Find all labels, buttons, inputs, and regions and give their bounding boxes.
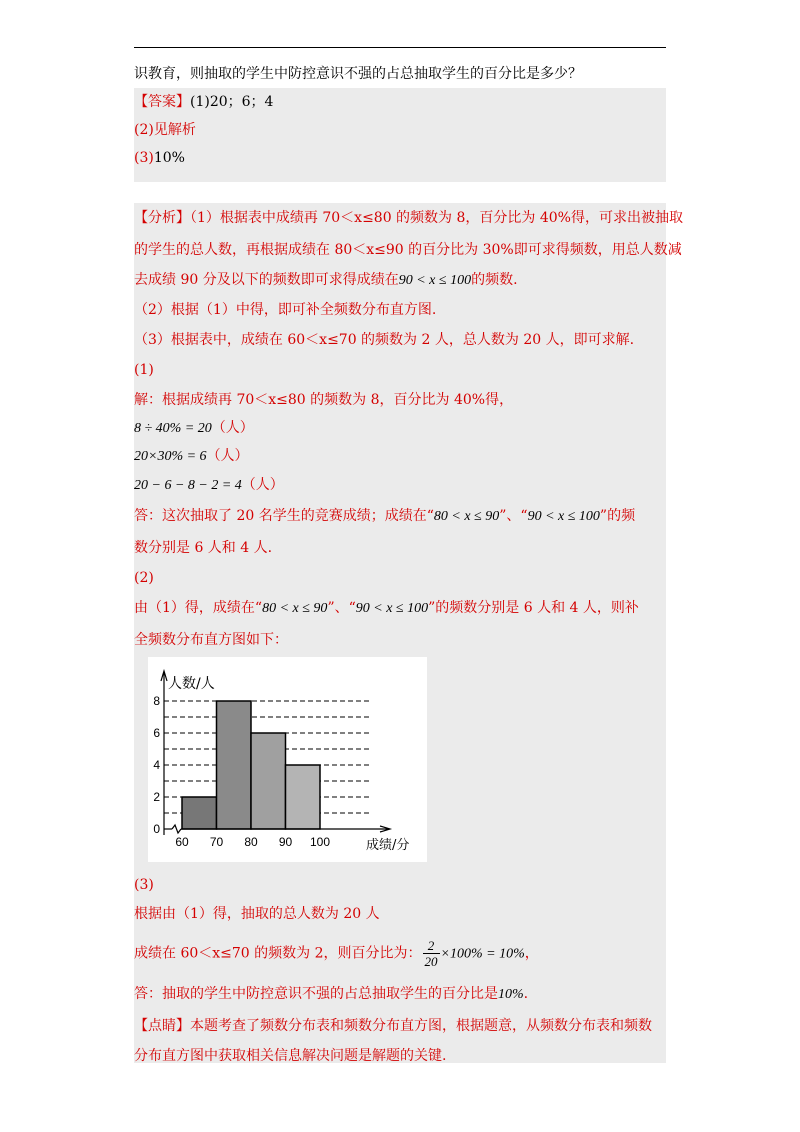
part3-answer: 答：抽取的学生中防控意识不强的占总抽取学生的百分比是10%. (134, 986, 529, 1002)
answer-line-3: (3)10% (134, 150, 185, 166)
y-tick-label: 8 (153, 694, 160, 708)
histogram-chart (148, 657, 427, 862)
y-tick-label: 6 (153, 726, 160, 740)
part2-line-1: 由（1）得，成绩在“80 < x ≤ 90”、“90 < x ≤ 100”的频数分别是 6 人和 4 人，则补 (134, 600, 639, 616)
comment-line-2: 分布直方图中获取相关信息解决问题是解题的关键. (134, 1048, 447, 1064)
comment-line-1: 【点睛】本题考查了频数分布表和频数分布直方图，根据题意，从频数分布表和频数 (134, 1018, 652, 1034)
histogram-bar (217, 701, 252, 829)
question-tail: 识教育，则抽取的学生中防控意识不强的占总抽取学生的百分比是多少？ (134, 66, 582, 82)
analysis-line-2: 的学生的总人数，再根据成绩在 80＜x≤90 的百分比为 30%即可求得频数，用总人数减 (134, 242, 682, 258)
analysis-line-3: 去成绩 90 分及以下的频数即可求得成绩在90 < x ≤ 100的频数. (134, 272, 518, 288)
part1-heading: (1) (134, 362, 154, 378)
x-tick-label: 70 (209, 835, 224, 849)
part2-line-2: 全频数分布直方图如下： (134, 632, 288, 648)
equation-2: 20×30% = 6（人） (134, 448, 249, 464)
equation-3: 20 − 6 − 8 − 2 = 4（人） (134, 477, 284, 493)
analysis-line-5: （3）根据表中，成绩在 60＜x≤70 的频数为 2 人，总人数为 20 人，即可求解. (134, 332, 635, 348)
part3-heading: (3) (134, 877, 154, 893)
x-tick-label: 80 (244, 835, 258, 849)
analysis-line-4: （2）根据（1）中得，即可补全频数分布直方图. (134, 302, 437, 318)
header-rule (134, 47, 666, 48)
histogram-bar (251, 733, 286, 829)
x-tick-label: 100 (309, 835, 331, 849)
part2-heading: (2) (134, 570, 154, 586)
part1-answer-line-1: 答：这次抽取了 20 名学生的竞赛成绩；成绩在“80 < x ≤ 90”、“90 < x ≤ 100”的频 (134, 508, 636, 524)
histogram-bar (182, 797, 217, 829)
x-axis-label: 成绩/分 (366, 838, 410, 853)
answer-line-2: (2)见解析 (134, 122, 196, 138)
part1-answer-line-2: 数分别是 6 人和 4 人. (134, 540, 273, 556)
part3-line-2: 成绩在 60＜x≤70 的频数为 2，则百分比为： $\frac{2}{20}$ ×100% = 10%， (134, 938, 539, 969)
equation-1: 8 ÷ 40% = 20（人） (134, 420, 254, 436)
histogram-bar (286, 765, 321, 829)
x-tick-label: 60 (175, 835, 189, 849)
analysis-line-1: 【分析】（1）根据表中成绩再 70＜x≤80 的频数为 8，百分比为 40%得，可求出被抽取 (134, 210, 683, 226)
answer-line-1: 【答案】(1)20；6；4 (134, 94, 274, 110)
y-axis-label: 人数/人 (168, 676, 215, 692)
histogram-svg (148, 657, 427, 862)
x-tick-label: 90 (278, 835, 293, 849)
answer-label: 【答案】 (134, 94, 190, 110)
part3-line-1: 根据由（1）得，抽取的总人数为 20 人 (134, 906, 380, 922)
y-tick-label: 2 (153, 790, 160, 804)
x-axis-break (172, 825, 181, 833)
y-tick-label: 4 (153, 758, 160, 772)
fraction: $\frac{2}{20}$ (424, 938, 438, 969)
y-tick-label: 0 (153, 822, 160, 836)
part1-solution: 解：根据成绩再 70＜x≤80 的频数为 8，百分比为 40%得， (134, 392, 514, 408)
